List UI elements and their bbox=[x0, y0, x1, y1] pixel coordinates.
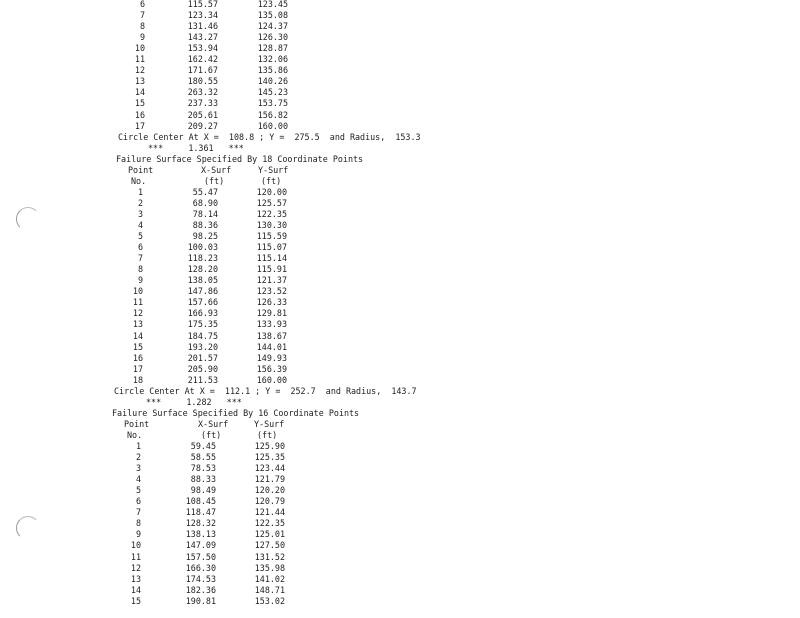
x-surf-value: 237.33 bbox=[187, 98, 218, 109]
y-surf-value: 135.86 bbox=[257, 65, 288, 76]
point-number: 9 bbox=[139, 32, 145, 43]
point-number: 9 bbox=[135, 529, 141, 540]
y-surf-value: 120.20 bbox=[254, 485, 285, 496]
column-header-y-surf: Y-Surf bbox=[258, 164, 289, 175]
x-surf-value: 143.27 bbox=[187, 32, 218, 43]
point-number: 12 bbox=[132, 308, 143, 319]
y-surf-value: 145.23 bbox=[257, 87, 288, 98]
column-header-point: Point bbox=[128, 164, 154, 175]
x-surf-value: 211.53 bbox=[187, 374, 218, 385]
x-surf-value: 59.45 bbox=[190, 441, 216, 451]
point-number: 14 bbox=[130, 584, 141, 595]
point-number: 16 bbox=[132, 352, 143, 363]
x-surf-value: 166.93 bbox=[187, 308, 218, 319]
y-surf-value: 160.00 bbox=[256, 374, 287, 385]
point-number: 4 bbox=[135, 474, 141, 485]
y-surf-value: 125.57 bbox=[256, 197, 287, 208]
y-surf-value: 115.59 bbox=[256, 231, 287, 242]
y-surf-value: 125.90 bbox=[254, 441, 285, 451]
column-header-point: No. bbox=[131, 175, 147, 186]
y-surf-value: 126.33 bbox=[256, 297, 287, 308]
x-surf-value: 138.05 bbox=[187, 275, 218, 286]
y-surf-value: 160.00 bbox=[257, 120, 288, 131]
point-number: 12 bbox=[130, 562, 141, 573]
column-header-x-surf: X-Surf bbox=[201, 164, 232, 175]
column-header-x-surf: (ft) bbox=[201, 429, 222, 440]
point-number: 11 bbox=[130, 551, 141, 562]
y-surf-value: 132.06 bbox=[257, 54, 288, 65]
y-surf-value: 123.52 bbox=[256, 286, 287, 297]
point-number: 1 bbox=[135, 441, 141, 451]
x-surf-value: 157.50 bbox=[185, 551, 216, 562]
point-number: 10 bbox=[130, 540, 141, 551]
y-surf-value: 122.35 bbox=[254, 518, 285, 529]
x-surf-value: 128.32 bbox=[185, 518, 216, 529]
y-surf-value: 126.30 bbox=[257, 32, 288, 43]
point-number: 5 bbox=[135, 485, 141, 496]
x-surf-value: 123.34 bbox=[187, 10, 218, 21]
y-surf-value: 135.08 bbox=[257, 10, 288, 21]
y-surf-value: 153.75 bbox=[257, 98, 288, 109]
point-number: 6 bbox=[139, 0, 145, 9]
point-number: 15 bbox=[132, 341, 143, 352]
x-surf-value: 128.20 bbox=[187, 264, 218, 275]
y-surf-value: 135.98 bbox=[254, 562, 285, 573]
x-surf-value: 100.03 bbox=[187, 242, 218, 253]
point-number: 2 bbox=[135, 452, 141, 463]
point-number: 18 bbox=[132, 374, 143, 385]
point-number: 2 bbox=[137, 197, 143, 208]
x-surf-value: 190.81 bbox=[185, 595, 216, 606]
column-header-point: No. bbox=[127, 429, 143, 440]
x-surf-value: 184.75 bbox=[187, 330, 218, 341]
y-surf-value: 156.39 bbox=[256, 363, 287, 374]
point-number: 7 bbox=[135, 507, 141, 518]
x-surf-value: 78.14 bbox=[192, 208, 218, 219]
circle-center-text: Circle Center At X = 108.8 ; Y = 275.5 and Radius, 153.3 bbox=[118, 131, 421, 142]
point-number: 17 bbox=[132, 363, 143, 374]
column-header-point: Point bbox=[124, 418, 150, 429]
x-surf-value: 147.09 bbox=[185, 540, 216, 551]
x-surf-value: 205.61 bbox=[187, 109, 218, 120]
factor-of-safety: *** 1.361 *** bbox=[148, 142, 244, 153]
y-surf-value: 121.44 bbox=[254, 507, 285, 518]
point-number: 11 bbox=[132, 297, 143, 308]
point-number: 8 bbox=[139, 21, 145, 32]
point-number: 3 bbox=[135, 463, 141, 474]
y-surf-value: 115.14 bbox=[256, 253, 287, 264]
x-surf-value: 88.36 bbox=[192, 220, 218, 230]
y-surf-value: 130.30 bbox=[256, 220, 287, 230]
y-surf-value: 156.82 bbox=[257, 109, 288, 120]
y-surf-value: 121.79 bbox=[254, 474, 285, 485]
x-surf-value: 118.47 bbox=[185, 507, 216, 518]
point-number: 12 bbox=[134, 65, 145, 76]
punch-hole-mark bbox=[16, 207, 40, 231]
y-surf-value: 127.50 bbox=[254, 540, 285, 551]
point-number: 17 bbox=[134, 120, 145, 131]
point-number: 6 bbox=[137, 242, 143, 253]
column-header-y-surf: (ft) bbox=[257, 429, 278, 440]
x-surf-value: 193.20 bbox=[187, 341, 218, 352]
y-surf-value: 120.00 bbox=[256, 186, 287, 197]
x-surf-value: 263.32 bbox=[187, 87, 218, 98]
x-surf-value: 98.25 bbox=[192, 231, 218, 242]
point-number: 15 bbox=[134, 98, 145, 109]
point-number: 14 bbox=[132, 330, 143, 341]
y-surf-value: 123.44 bbox=[254, 463, 285, 474]
y-surf-value: 115.91 bbox=[256, 264, 287, 275]
x-surf-value: 171.67 bbox=[187, 65, 218, 76]
factor-of-safety: *** 1.282 *** bbox=[146, 396, 242, 407]
x-surf-value: 55.47 bbox=[192, 186, 218, 197]
x-surf-value: 68.90 bbox=[192, 197, 218, 208]
x-surf-value: 138.13 bbox=[185, 529, 216, 540]
y-surf-value: 129.81 bbox=[256, 308, 287, 319]
x-surf-value: 118.23 bbox=[187, 253, 218, 264]
point-number: 7 bbox=[139, 10, 145, 21]
point-number: 3 bbox=[137, 208, 143, 219]
y-surf-value: 138.67 bbox=[256, 330, 287, 341]
point-number: 7 bbox=[137, 253, 143, 264]
x-surf-value: 182.36 bbox=[185, 584, 216, 595]
x-surf-value: 174.53 bbox=[185, 573, 216, 584]
point-number: 6 bbox=[135, 496, 141, 507]
point-number: 9 bbox=[137, 275, 143, 286]
surface-title: Failure Surface Specified By 16 Coordinate Points bbox=[112, 407, 360, 418]
x-surf-value: 88.33 bbox=[190, 474, 216, 485]
point-number: 5 bbox=[137, 231, 143, 242]
y-surf-value: 131.52 bbox=[254, 551, 285, 562]
x-surf-value: 175.35 bbox=[187, 319, 218, 330]
x-surf-value: 180.55 bbox=[187, 76, 218, 87]
point-number: 10 bbox=[134, 43, 145, 54]
punch-hole-mark bbox=[16, 516, 40, 540]
y-surf-value: 153.02 bbox=[254, 595, 285, 606]
y-surf-value: 140.26 bbox=[257, 76, 288, 87]
point-number: 13 bbox=[130, 573, 141, 584]
x-surf-value: 153.94 bbox=[187, 43, 218, 54]
x-surf-value: 131.46 bbox=[187, 21, 218, 32]
y-surf-value: 144.01 bbox=[256, 341, 287, 352]
x-surf-value: 147.86 bbox=[187, 286, 218, 297]
y-surf-value: 115.07 bbox=[256, 242, 287, 253]
surface-title: Failure Surface Specified By 18 Coordinate Points bbox=[116, 153, 364, 164]
point-number: 15 bbox=[130, 595, 141, 606]
y-surf-value: 149.93 bbox=[256, 352, 287, 363]
x-surf-value: 209.27 bbox=[187, 120, 218, 131]
point-number: 8 bbox=[137, 264, 143, 275]
x-surf-value: 166.30 bbox=[185, 562, 216, 573]
point-number: 8 bbox=[135, 518, 141, 529]
x-surf-value: 115.57 bbox=[187, 0, 218, 9]
column-header-x-surf: X-Surf bbox=[198, 418, 229, 429]
y-surf-value: 141.02 bbox=[254, 573, 285, 584]
x-surf-value: 98.49 bbox=[190, 485, 216, 496]
x-surf-value: 78.53 bbox=[190, 463, 216, 474]
point-number: 14 bbox=[134, 87, 145, 98]
y-surf-value: 120.79 bbox=[254, 496, 285, 507]
point-number: 16 bbox=[134, 109, 145, 120]
x-surf-value: 58.55 bbox=[190, 452, 216, 463]
y-surf-value: 123.45 bbox=[257, 0, 288, 9]
column-header-y-surf: Y-Surf bbox=[254, 418, 285, 429]
point-number: 10 bbox=[132, 286, 143, 297]
column-header-y-surf: (ft) bbox=[261, 175, 282, 186]
point-number: 11 bbox=[134, 54, 145, 65]
point-number: 4 bbox=[137, 220, 143, 230]
x-surf-value: 108.45 bbox=[185, 496, 216, 507]
column-header-x-surf: (ft) bbox=[204, 175, 225, 186]
x-surf-value: 157.66 bbox=[187, 297, 218, 308]
y-surf-value: 128.87 bbox=[257, 43, 288, 54]
y-surf-value: 121.37 bbox=[256, 275, 287, 286]
point-number: 1 bbox=[137, 186, 143, 197]
y-surf-value: 124.37 bbox=[257, 21, 288, 32]
circle-center-text: Circle Center At X = 112.1 ; Y = 252.7 and Radius, 143.7 bbox=[114, 385, 417, 396]
y-surf-value: 122.35 bbox=[256, 208, 287, 219]
x-surf-value: 205.90 bbox=[187, 363, 218, 374]
x-surf-value: 201.57 bbox=[187, 352, 218, 363]
point-number: 13 bbox=[134, 76, 145, 87]
y-surf-value: 148.71 bbox=[254, 584, 285, 595]
y-surf-value: 125.35 bbox=[254, 452, 285, 463]
y-surf-value: 133.93 bbox=[256, 319, 287, 330]
point-number: 13 bbox=[132, 319, 143, 330]
x-surf-value: 162.42 bbox=[187, 54, 218, 65]
y-surf-value: 125.01 bbox=[254, 529, 285, 540]
